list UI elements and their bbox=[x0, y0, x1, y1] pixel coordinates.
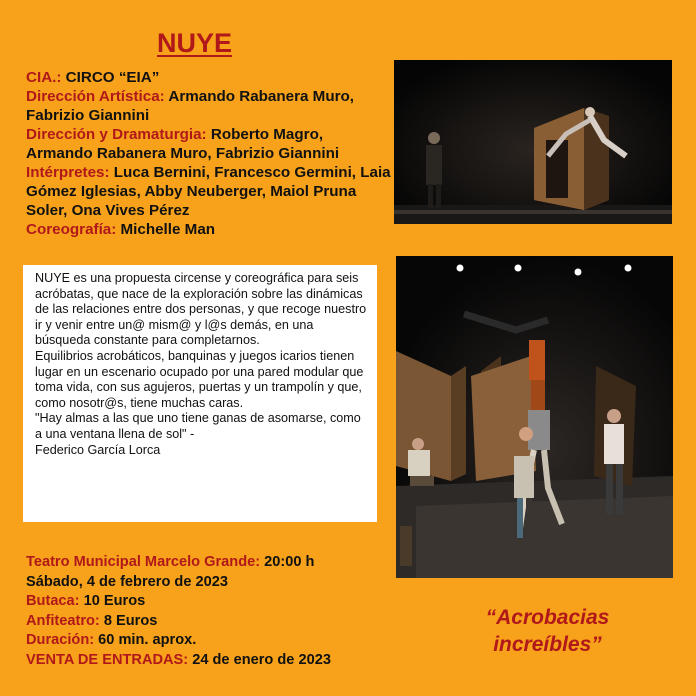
interpretes-label: Intérpretes: bbox=[26, 164, 110, 181]
cia-value: CIRCO “EIA” bbox=[61, 69, 160, 86]
performance-photo-wall bbox=[394, 60, 672, 224]
butaca-label: Butaca: bbox=[26, 593, 80, 609]
description-quote-author: Federico García Lorca bbox=[35, 442, 161, 457]
direccion-artistica-value: Armando Rabanera Muro, Fabrizio Giannini bbox=[26, 88, 355, 124]
credits-block bbox=[26, 68, 391, 239]
venue-anfiteatro bbox=[26, 612, 406, 632]
duracion-value: 60 min. aprox. bbox=[94, 632, 197, 648]
direccion-dramaturgia-label: Dirección y Dramaturgia: bbox=[26, 126, 207, 143]
performance-photo-acrobats bbox=[396, 256, 673, 578]
venue-butaca bbox=[26, 592, 406, 612]
description-paragraph: NUYE es una propuesta circense y coreográfica para seis acróbatas, que nace de la exploración sobre las dinámicas de las relaciones entre dos personas, y que recoge nuestro ir y venir entre un@ mism@ y l@s demás, en una búsqueda constante para completarnos. bbox=[35, 271, 367, 348]
venue-theatre bbox=[26, 553, 406, 573]
anfiteatro-label: Anfiteatro: bbox=[26, 612, 100, 629]
venta-label: VENTA DE ENTRADAS: bbox=[26, 651, 189, 668]
venue-venta bbox=[26, 651, 406, 671]
teatro-value: 20:00 h bbox=[260, 554, 315, 570]
teatro-label: Teatro Municipal Marcelo Grande: bbox=[26, 554, 261, 570]
direccion-dramaturgia-value: Roberto Magro, Armando Rabanera Muro, Fabrizio Giannini bbox=[26, 126, 340, 162]
cia-label: CIA.: bbox=[26, 69, 62, 86]
anfiteatro-value: 8 Euros bbox=[99, 612, 158, 629]
quote-line: “Acrobacias bbox=[485, 606, 610, 629]
duracion-label: Duración: bbox=[26, 632, 95, 648]
venue-info bbox=[26, 553, 406, 670]
credit-interpretes bbox=[26, 163, 391, 220]
quote-line: increíbles” bbox=[493, 633, 602, 656]
description-paragraph: Equilibrios acrobáticos, banquinas y juegos icarios tienen lugar en un escenario ocupado por una pared modular que toma vida, con sus agujeros, puertas y un trampolín y que, como nosotr@s, tiene muchas caras. bbox=[35, 348, 364, 410]
description-box bbox=[23, 265, 377, 522]
interpretes-value: Luca Bernini, Francesco Germini, Laia Gómez Iglesias, Abby Neuberger, Maiol Pruna Soler, Ona Vives Pérez bbox=[26, 164, 391, 219]
venta-value: 24 de enero de 2023 bbox=[188, 651, 331, 668]
venue-date: Sábado, 4 de febrero de 2023 bbox=[26, 573, 228, 590]
description-quote: "Hay almas a las que uno tiene ganas de asomarse, como a una ventana llena de sol" - bbox=[35, 411, 361, 441]
credit-coreografia bbox=[26, 220, 391, 239]
venue-duracion bbox=[26, 631, 406, 651]
credit-cia bbox=[26, 68, 391, 87]
coreografia-value: Michelle Man bbox=[116, 221, 216, 238]
page-title: NUYE bbox=[157, 28, 233, 58]
credit-direccion-artistica bbox=[26, 87, 391, 125]
review-quote bbox=[460, 604, 635, 658]
butaca-value: 10 Euros bbox=[79, 593, 146, 609]
direccion-artistica-label: Dirección Artística: bbox=[26, 88, 165, 105]
credit-direccion-dramaturgia bbox=[26, 125, 391, 163]
coreografia-label: Coreografía: bbox=[26, 221, 117, 238]
